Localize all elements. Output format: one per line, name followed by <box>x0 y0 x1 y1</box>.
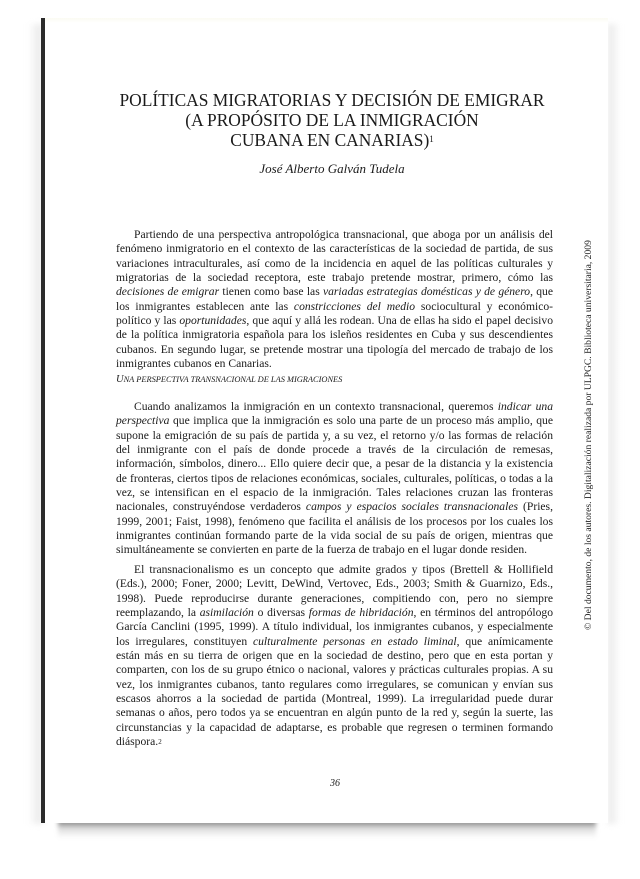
page-shadow-left <box>28 24 42 824</box>
text-run: Partiendo de una perspectiva antropológica transnacional, que aboga por un análisis del fenómeno inmigratorio en el contexto de las características de la sociedad de partida, de sus variaciones intraculturales, así como de la incidencia en aquel de las políticas culturales y migratorias de la sociedad receptora, este trabajo pretende mostrar, primero, cómo las <box>116 228 553 285</box>
text-run: , que aquí y allá les rodean. Una de ellas ha sido el papel decisivo de la política inmigratoria española para los isleños residentes en Cuba y sus descendientes cubanos. En segundo lugar, se pretende mostrar una tipología del mercado de trabajo de los inmigrantes cubanos en Canarias. <box>116 314 553 371</box>
emphasis-run: campos y espacios sociales transnacionales <box>305 500 518 514</box>
title-line-1: POLÍTICAS MIGRATORIAS Y DECISIÓN DE EMIGRAR <box>119 90 545 110</box>
title-line-2: (A PROPÓSITO DE LA INMIGRACIÓN <box>185 110 479 130</box>
section-heading-initial: U <box>116 374 124 385</box>
copyright-text: © Del documento, de los autores. Digitalización realizada por ULPGC. Biblioteca universitaria, 2009 <box>583 240 594 630</box>
text-run: (Pries, 1999, 2001; Faist, 1998), fenómeno que facilita el análisis de los procesos por los cuales los inmigrantes continúan formando parte de la vida social de su país de origen, mientras que simultáneamente se convierten en parte de la fuerza de trabajo en el lugar donde residen. <box>116 500 553 557</box>
emphasis-run: culturalmente personas en estado liminal <box>252 634 457 648</box>
text-run: , que los inmigrantes establecen ante las <box>116 285 553 313</box>
emphasis-run: formas de hibridación <box>308 606 414 620</box>
text-run: El transnacionalismo es un concepto que admite grados y tipos (Brettell & Hollifield (Eds.), 2000; Foner, 2000; Levitt, DeWind, Vertovec, Eds., 2003; Smith & Guarnizo, Eds., 1998). Puede reproducirse durante generaciones, compitiendo con, pero no siempre reemplazando, la <box>116 563 553 620</box>
title-footnote-marker[interactable]: 1 <box>429 134 434 144</box>
text-run: o diversas <box>253 606 309 620</box>
document-page <box>41 18 608 823</box>
text-run: que implica que la inmigración es solo una parte de un proceso más amplio, que supone la emigración de su país de partida y, a su vez, el retorno y/o las formas de relación del inmigrante con el país de donde procede a través de la circulación de remesas, información, símbolos, dinero... Ello quiere decir que, a pesar de la distancia y la existencia de fronteras, ciertos tipos de relaciones económicas, sociales, culturales, políticas, o todas a la vez, se intensifican en el espacio de la inmigración. Tales relaciones cruzan las fronteras nacionales, construyéndose verdaderos <box>116 414 553 514</box>
abstract-paragraph <box>116 228 553 371</box>
emphasis-run: indicar una perspectiva <box>116 400 553 428</box>
text-run: tienen como base las <box>219 285 323 299</box>
section-heading <box>116 374 553 385</box>
author-name: José Alberto Galván Tudela <box>259 161 405 176</box>
emphasis-run: asimilación <box>199 606 254 620</box>
text-run: , en términos del antropólogo García Canclini (1995, 1999). A título individual, los inmigrantes cubanos, y especialmente los irregulares, constituyen <box>116 606 553 648</box>
body-paragraph-2 <box>116 563 553 749</box>
emphasis-run: decisiones de emigrar <box>116 285 220 299</box>
page-shadow-right <box>608 24 620 824</box>
footnote-marker-2[interactable]: 2 <box>158 738 162 747</box>
emphasis-run: oportunidades <box>179 314 247 328</box>
section-heading-rest: NA PERSPECTIVA TRANSNACIONAL DE LAS MIGRACIONES <box>123 375 343 384</box>
text-run: , que anímicamente están más en su tierra de origen que en la sociedad de destino, pero que en esta portan y comparten, con los de su grupo étnico o nacional, valores y prácticas culturales propias. A su vez, los inmigrantes cubanos, tanto regulares como irregulares, se comunican y envían sus escasos ahorros a la sociedad de partida (Montreal, 1999). La irregularidad puede durar semanas o años, pero todos ya se encuentran en algún punto de la red y, según la suerte, las circunstancias y la capacidad de adaptarse, es probable que regresen o terminen formando diáspora. <box>116 634 553 749</box>
page-number: 36 <box>330 778 340 789</box>
title-line-3-text: CUBANA EN CANARIAS) <box>230 130 430 150</box>
text-run: sociocultural y económico-político y las <box>116 299 553 328</box>
emphasis-run: variadas estrategias domésticas y de género <box>322 285 531 299</box>
document-title <box>112 90 552 150</box>
text-run: Cuando analizamos la inmigración en un contexto transnacional, queremos <box>134 400 498 413</box>
body-paragraph-1 <box>116 400 553 558</box>
title-line-3 <box>112 130 552 150</box>
page-top-edge <box>45 18 608 23</box>
emphasis-run: constricciones del medio <box>293 299 416 313</box>
